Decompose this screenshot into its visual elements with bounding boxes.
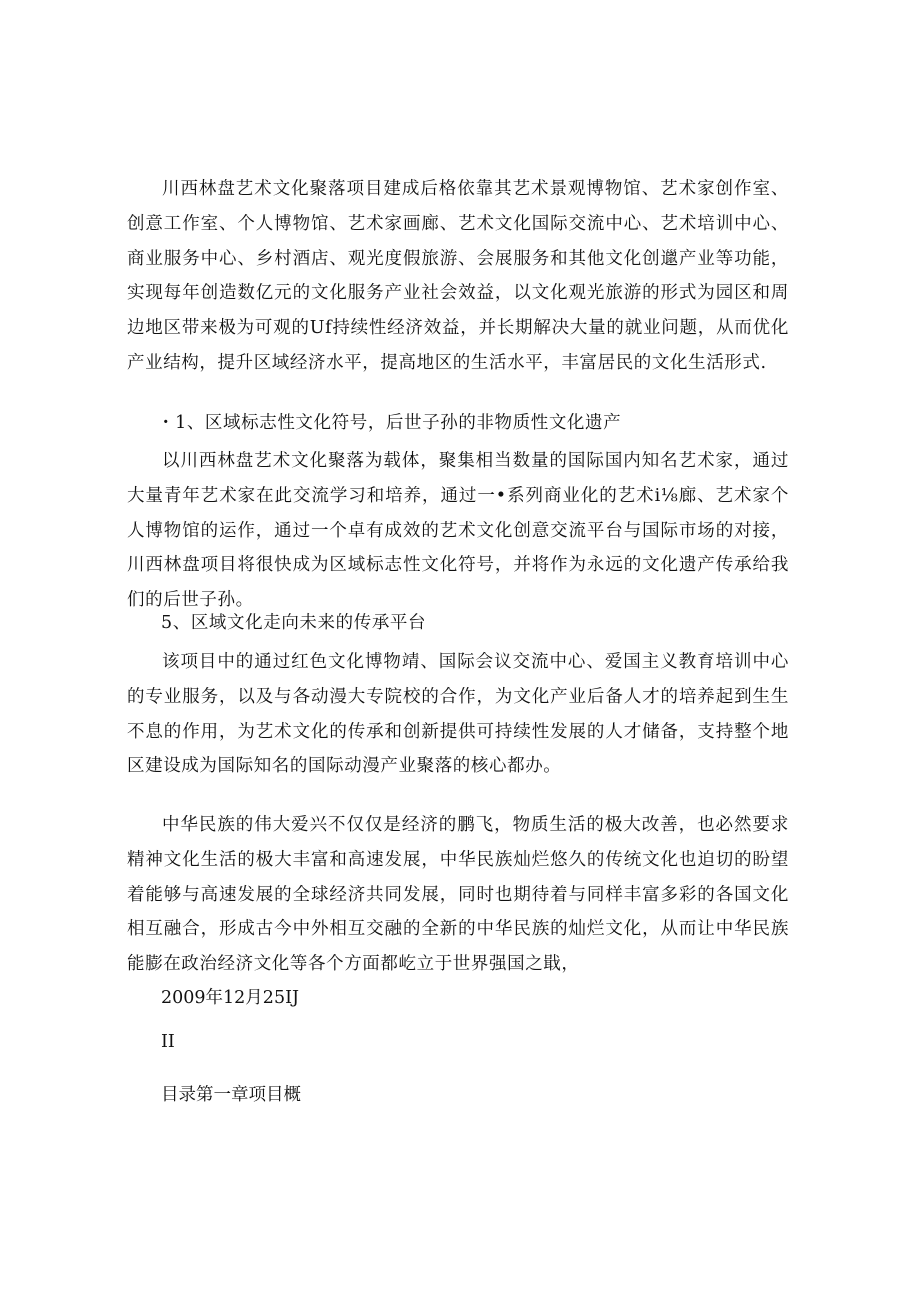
page-mark: II — [161, 1032, 175, 1052]
section-heading-inheritance-platform: 5、区域文化走向未来的传承平台 — [161, 613, 427, 633]
section-heading-cultural-symbol: ・1、区域标志性文化符号，后世子孙的非物质性文化遗产 — [157, 413, 622, 433]
paragraph-benefits: 川西林盘艺术文化聚落项目建成后格依靠其艺术景观博物馆、艺术家创作室、创意工作室、个人博物馆、艺术家画廊、艺术文化国际交流中心、艺术培训中心、商业服务中心、乡村酒店、观光度假旅游、会展服务和其他文化创邋产业等功能，实现每年创造数亿元的文化服务产业社会效益，以文化观光旅游的形式为园区和周边地区带来极为可观的Uf持续性经济效益，并长期解决大量的就业问题，从而优化产业结构，提升区域经济水平，提高地区的生活水平，丰富居民的文化生活形式. — [127, 179, 789, 373]
document-date: 2009年12月25IJ — [161, 988, 300, 1008]
paragraph-cultural-symbol: 以川西林盘艺术文化聚落为载体，聚集相当数量的国际国内知名艺术家，通过大量青年艺术家在此交流学习和培养，通过一•系列商业化的艺术i⅛廊、艺术家个人博物馆的运作，通过一个卓有成效的艺术文化创意交流平台与国际市场的对接，川西林盘项目将很快成为区域标志性文化符号，并将作为永远的文化遗产传承给我们的后世子孙。 — [127, 451, 789, 611]
paragraph-national-rejuvenation: 中华民族的伟大爱兴不仅仅是经济的鹏飞，物质生活的极大改善，也必然要求精神文化生活的极大丰富和高速发展，中华民族灿烂悠久的传统文化也迫切的盼望着能够与高速发展的全球经济共同发展，同时也期待着与同样丰富多彩的各国文化相互融合，形成古今中外相互交融的全新的中华民族的灿烂文化，从而让中华民族能膨在政治经济文化等各个方面都屹立于世界强国之戢， — [127, 815, 789, 975]
paragraph-inheritance-platform: 该项目中的通过红色文化博物靖、国际会议交流中心、爱国主义教育培训中心的专业服务，以及与各动漫大专院校的合作，为文化产业后备人才的培养起到生生不息的作用，为艺术文化的传承和创新提供可持续性发展的人才储备，支持整个地区建设成为国际知名的国际动漫产业聚落的核心都办。 — [127, 652, 789, 777]
table-of-contents-heading: 目录第一章项目概 — [161, 1085, 301, 1105]
